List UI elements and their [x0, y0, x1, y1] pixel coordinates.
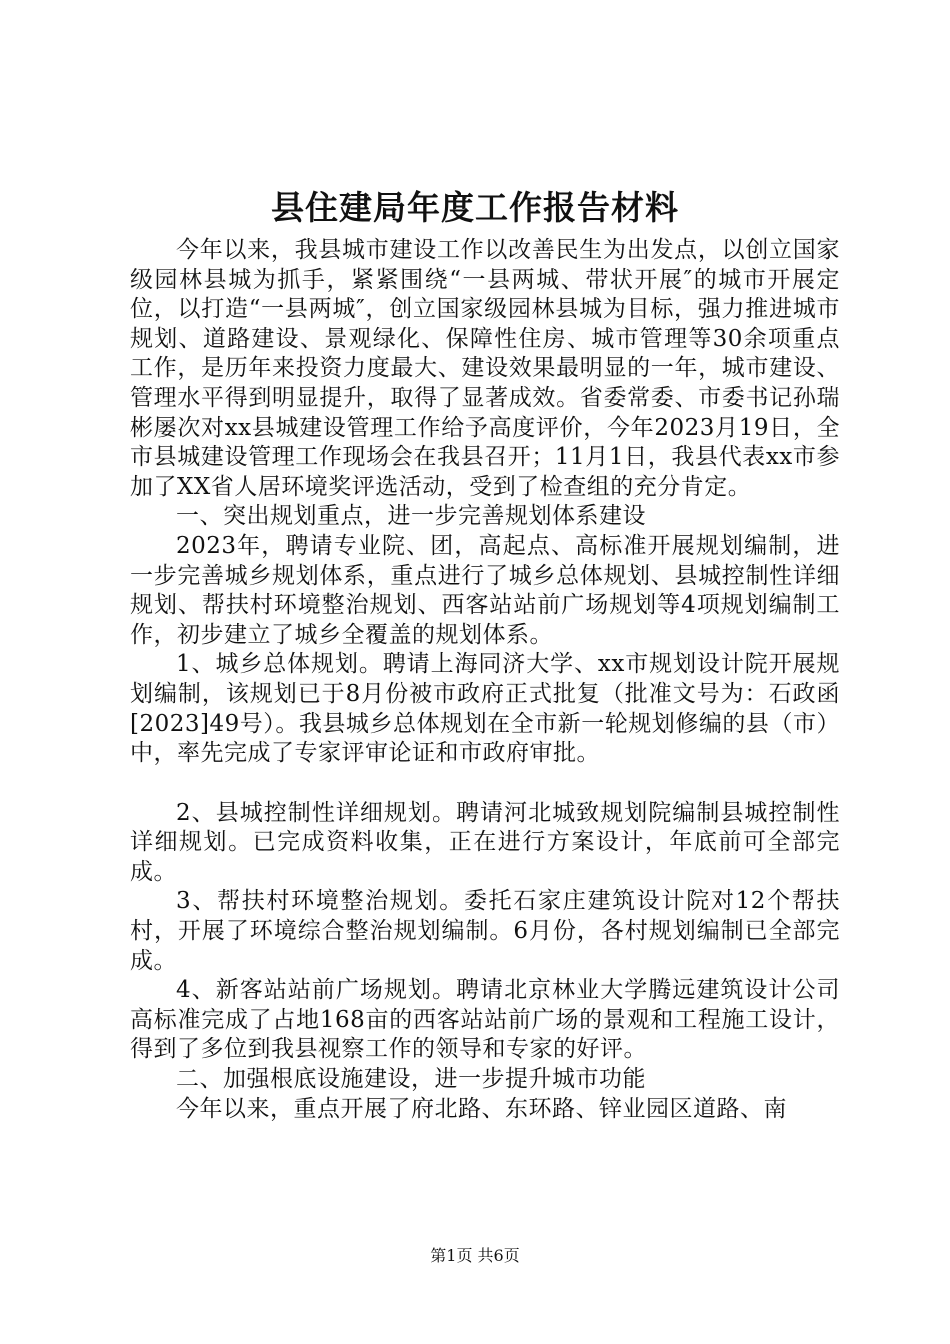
document-title: 县住建局年度工作报告材料: [271, 188, 679, 227]
list-item-2: 2、县城控制性详细规划。聘请河北城致规划院编制县城控制性详细规划。已完成资料收集，正在进行方案设计，年底前可全部完成。: [130, 799, 840, 885]
list-item-1: 1、城乡总体规划。聘请上海同济大学、xx市规划设计院开展规划编制，该规划已于8月份被市政府正式批复（批准文号为：石政函[2023]49号）。我县城乡总体规划在全市新一轮规划修编的县（市）中，率先完成了专家评审论证和市政府审批。: [130, 651, 840, 767]
section-heading-2: 二、加强根底设施建设，进一步提升城市功能: [176, 1066, 646, 1093]
paragraph-gap: [130, 769, 840, 799]
list-item-3: 3、帮扶村环境整治规划。委托石家庄建筑设计院对12个帮扶村，开展了环境综合整治规划编制。6月份，各村规划编制已全部完成。: [130, 888, 840, 974]
body-paragraph-continued: 今年以来，重点开展了府北路、东环路、锌业园区道路、南: [176, 1095, 787, 1122]
section-heading-1: 一、突出规划重点，进一步完善规划体系建设: [176, 503, 646, 530]
list-item-4: 4、新客站站前广场规划。聘请北京林业大学腾远建筑设计公司高标准完成了占地168亩的西客站站前广场的景观和工程施工设计，得到了多位到我县视察工作的领导和专家的好评。: [130, 977, 840, 1063]
document-body: [130, 236, 840, 1124]
intro-paragraph: 今年以来，我县城市建设工作以改善民生为出发点，以创立国家级园林县城为抓手，紧紧围绕“一县两城、带状开展″的城市开展定位，以打造“一县两城″，创立国家级园林县城为目标，强力推进城市规划、道路建设、景观绿化、保障性住房、城市管理等30余项重点工作，是历年来投资力度最大、建设效果最明显的一年，城市建设、管理水平得到明显提升，取得了显著成效。省委常委、市委书记孙瑞彬屡次对xx县城建设管理工作给予高度评价，今年2023月19日，全市县城建设管理工作现场会在我县召开；11月1日，我县代表xx市参加了XX省人居环境奖评选活动，受到了检查组的充分肯定。: [130, 237, 840, 500]
body-paragraph: 2023年，聘请专业院、团，高起点、高标准开展规划编制，进一步完善城乡规划体系，重点进行了城乡总体规划、县城控制性详细规划、帮扶村环境整治规划、西客站站前广场规划等4项规划编制工作，初步建立了城乡全覆盖的规划体系。: [130, 532, 840, 648]
page-footer: 第1页 共6页: [430, 1246, 520, 1265]
